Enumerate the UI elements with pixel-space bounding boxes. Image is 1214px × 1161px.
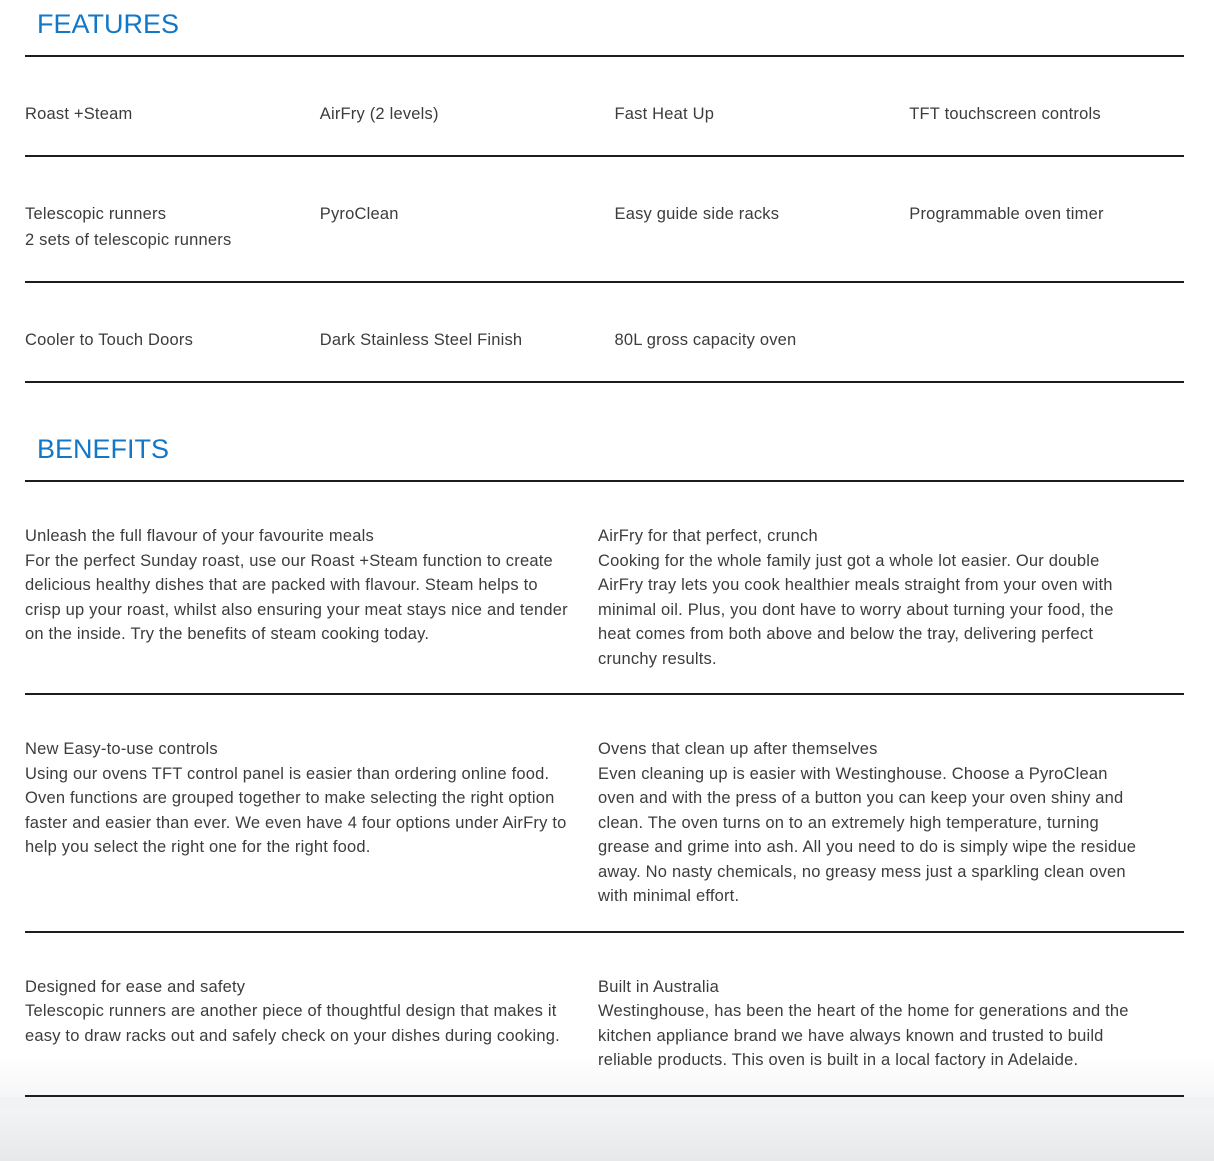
feature-item bbox=[909, 101, 1184, 127]
benefit-body: Westinghouse, has been the heart of the home for generations and the kitchen appliance brand we have always known and trusted to build reliable products. This oven is built in a local factory in Adelaide. bbox=[598, 1002, 1129, 1069]
feature-label: PyroClean bbox=[319, 205, 399, 223]
benefit-item bbox=[25, 975, 570, 1073]
feature-label: Dark Stainless Steel Finish bbox=[319, 331, 523, 349]
feature-item bbox=[320, 201, 595, 253]
feature-label: Roast +Steam bbox=[25, 105, 133, 123]
features-heading: FEATURES bbox=[37, 9, 180, 39]
benefit-body: Even cleaning up is easier with Westinghouse. Choose a PyroClean oven and with the press of a button you can keep your oven shiny and clean. The oven turns on to an extremely high temperature, turning grease and grime into ash. All you need to do is simply wipe the residue away. No nasty chemicals, no greasy mess just a sparkling clean oven with minimal effort. bbox=[598, 764, 1137, 905]
benefit-title: AirFry for that perfect, crunch bbox=[598, 527, 818, 545]
feature-label: 80L gross capacity oven bbox=[614, 331, 797, 349]
feature-item bbox=[909, 201, 1184, 253]
benefit-item bbox=[598, 737, 1143, 909]
benefit-body: Cooking for the whole family just got a whole lot easier. Our double AirFry tray lets you cook healthier meals straight from your oven with minimal oil. Plus, you dont have to worry about turning your food, the heat comes from both above and below the tray, delivering perfect crunchy results. bbox=[598, 551, 1114, 668]
feature-label: Telescopic runners bbox=[25, 205, 167, 223]
benefit-item bbox=[25, 524, 570, 671]
feature-label: AirFry (2 levels) bbox=[319, 105, 439, 123]
feature-label: TFT touchscreen controls bbox=[909, 105, 1101, 123]
feature-item bbox=[615, 327, 890, 353]
benefits-row-1 bbox=[25, 482, 1184, 695]
benefit-title: Built in Australia bbox=[598, 977, 719, 996]
feature-label: Fast Heat Up bbox=[614, 105, 715, 123]
feature-item bbox=[320, 327, 595, 353]
feature-item bbox=[25, 101, 300, 127]
feature-sublabel: 2 sets of telescopic runners bbox=[25, 231, 232, 249]
benefit-title: New Easy-to-use controls bbox=[25, 740, 218, 758]
benefits-header bbox=[25, 383, 1184, 482]
features-row-3 bbox=[25, 283, 1184, 383]
page-bottom-strip bbox=[0, 1097, 1214, 1109]
benefits-heading: BENEFITS bbox=[37, 434, 170, 464]
benefit-item bbox=[598, 524, 1143, 671]
benefit-title: Ovens that clean up after themselves bbox=[598, 740, 878, 758]
features-section bbox=[25, 0, 1184, 383]
benefit-title: Designed for ease and safety bbox=[25, 977, 246, 996]
benefits-section bbox=[25, 383, 1184, 1097]
feature-item bbox=[615, 101, 890, 127]
feature-item bbox=[25, 327, 300, 353]
features-header bbox=[25, 0, 1184, 57]
feature-item-empty bbox=[909, 327, 1184, 353]
features-row-1 bbox=[25, 57, 1184, 157]
benefit-item bbox=[598, 975, 1143, 1073]
benefit-body: For the perfect Sunday roast, use our Roast +Steam function to create delicious healthy dishes that are packed with flavour. Steam helps to crisp up your roast, whilst also ensuring your meat stays nice and tender on the inside. Try the benefits of steam cooking today. bbox=[25, 551, 568, 643]
benefit-body: Using our ovens TFT control panel is easier than ordering online food. Oven functions are grouped together to make selecting the right option faster and easier than ever. We even have 4 four options under AirFry to help you select the right one for the right food. bbox=[25, 764, 567, 856]
feature-item bbox=[615, 201, 890, 253]
benefit-item bbox=[25, 737, 570, 909]
benefit-title: Unleash the full flavour of your favourite meals bbox=[25, 527, 374, 545]
feature-item bbox=[25, 201, 300, 253]
feature-label: Easy guide side racks bbox=[614, 205, 780, 223]
benefits-row-2 bbox=[25, 695, 1184, 933]
feature-label: Programmable oven timer bbox=[909, 205, 1104, 223]
features-row-2 bbox=[25, 157, 1184, 283]
feature-item bbox=[320, 101, 595, 127]
benefit-body: Telescopic runners are another piece of thoughtful design that makes it easy to draw racks out and safely check on your dishes during cooking. bbox=[25, 1002, 560, 1045]
benefits-row-3 bbox=[25, 933, 1184, 1097]
feature-label: Cooler to Touch Doors bbox=[25, 331, 194, 349]
